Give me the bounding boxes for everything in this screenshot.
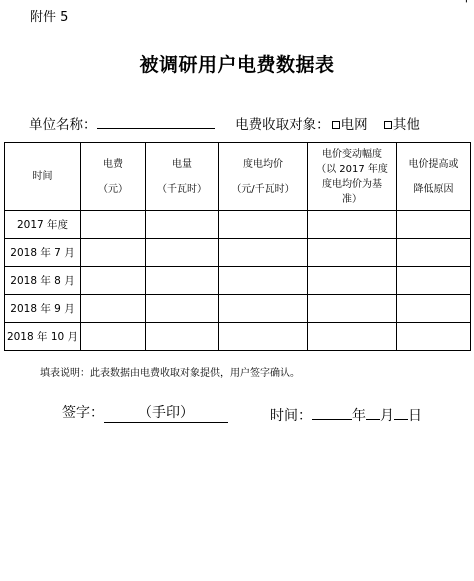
price-change-cell[interactable] <box>308 323 397 351</box>
grid-checkbox[interactable] <box>332 121 340 129</box>
day-field[interactable] <box>394 402 408 420</box>
other-option-label: 其他 <box>392 117 420 133</box>
reason-cell[interactable] <box>397 239 471 267</box>
table-row <box>5 295 471 323</box>
col-header-price-change: 电价变动幅度 （以 2017 年度 度电均价为基 准） <box>308 143 397 211</box>
price-change-cell[interactable] <box>308 295 397 323</box>
unit-row <box>29 113 420 133</box>
price-change-cell[interactable] <box>308 267 397 295</box>
month-field[interactable] <box>366 402 380 420</box>
attachment-label: 附件 5 <box>30 10 69 25</box>
energy-cell[interactable] <box>146 239 219 267</box>
fee-cell[interactable] <box>81 267 146 295</box>
table-header-row <box>5 143 471 211</box>
reason-cell[interactable] <box>397 295 471 323</box>
table-row <box>5 211 471 239</box>
fee-cell[interactable] <box>81 323 146 351</box>
reason-cell[interactable] <box>397 267 471 295</box>
corner-mark: ' <box>464 0 468 11</box>
time-cell: 2018 年 7 月 <box>5 239 81 267</box>
signature-row <box>62 402 422 424</box>
date-block <box>270 402 422 425</box>
sign-field[interactable] <box>104 405 228 423</box>
avg-price-cell[interactable] <box>219 295 308 323</box>
time-cell: 2018 年 10 月 <box>5 323 81 351</box>
time-label: 时间： <box>270 408 312 424</box>
energy-cell[interactable] <box>146 323 219 351</box>
sign-label: 签字： <box>62 405 104 421</box>
grid-option-label: 电网 <box>340 117 368 133</box>
fill-instructions: 填表说明：此表数据由电费收取对象提供，用户签字确认。 <box>40 368 300 379</box>
day-label: 日 <box>408 408 422 424</box>
time-cell: 2018 年 8 月 <box>5 267 81 295</box>
col-header-time: 时间 <box>5 143 81 211</box>
unit-name-label: 单位名称： <box>29 117 97 133</box>
col-header-fee: 电费 （元） <box>81 143 146 211</box>
fingerprint-hint: （手印） <box>138 405 194 421</box>
charge-target-label: 电费收取对象： <box>235 117 330 133</box>
year-field[interactable] <box>312 402 352 420</box>
reason-cell[interactable] <box>397 211 471 239</box>
table-row <box>5 267 471 295</box>
avg-price-cell[interactable] <box>219 211 308 239</box>
energy-cell[interactable] <box>146 267 219 295</box>
table-row <box>5 239 471 267</box>
price-change-cell[interactable] <box>308 211 397 239</box>
col-header-energy: 电量 （千瓦时） <box>146 143 219 211</box>
avg-price-cell[interactable] <box>219 267 308 295</box>
table-row <box>5 323 471 351</box>
price-change-cell[interactable] <box>308 239 397 267</box>
energy-cell[interactable] <box>146 211 219 239</box>
electricity-data-table <box>4 142 471 351</box>
month-label: 月 <box>380 408 394 424</box>
time-cell: 2018 年 9 月 <box>5 295 81 323</box>
time-cell: 2017 年度 <box>5 211 81 239</box>
avg-price-cell[interactable] <box>219 323 308 351</box>
fee-cell[interactable] <box>81 239 146 267</box>
other-checkbox[interactable] <box>384 121 392 129</box>
col-header-avg-price: 度电均价 （元/千瓦时） <box>219 143 308 211</box>
fee-cell[interactable] <box>81 211 146 239</box>
col-header-reason: 电价提高或 降低原因 <box>397 143 471 211</box>
avg-price-cell[interactable] <box>219 239 308 267</box>
energy-cell[interactable] <box>146 295 219 323</box>
year-label: 年 <box>352 408 366 424</box>
reason-cell[interactable] <box>397 323 471 351</box>
unit-name-field[interactable] <box>97 114 215 129</box>
fee-cell[interactable] <box>81 295 146 323</box>
page-title: 被调研用户电费数据表 <box>139 54 335 76</box>
